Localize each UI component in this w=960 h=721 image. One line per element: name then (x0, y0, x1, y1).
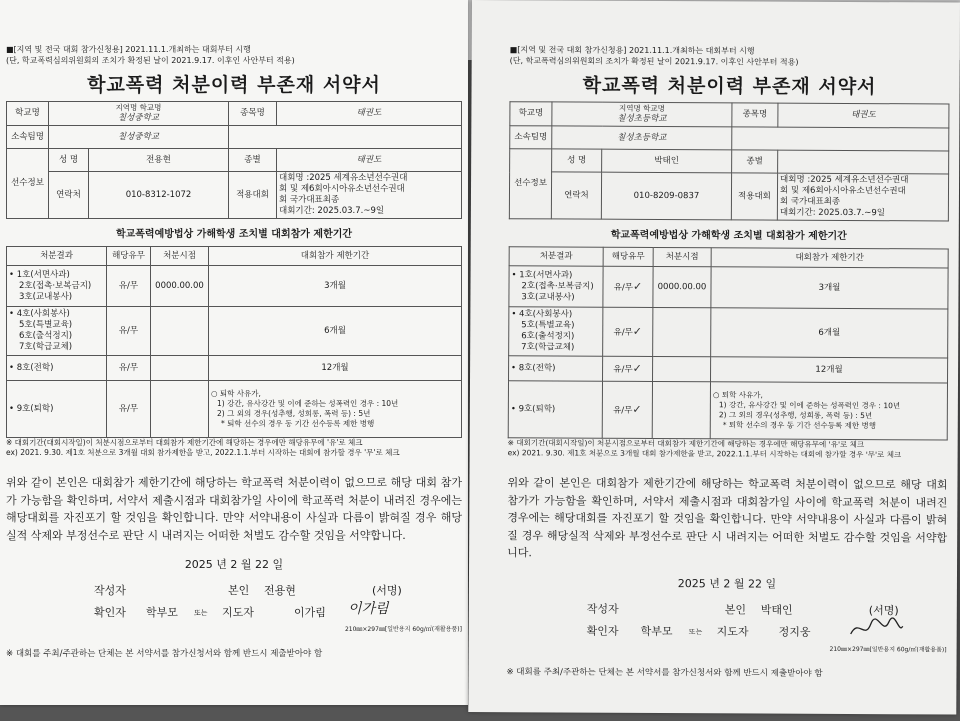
label-name: 성 명 (552, 149, 602, 172)
competition-line: 회 및 제6회아시아유소년선수권대 (779, 185, 906, 197)
label-school: 학교명 (7, 102, 49, 126)
school-typed: 지역명 학교명 (618, 103, 665, 114)
row-date (652, 381, 710, 438)
writer-label: 작성자 (586, 602, 619, 616)
row-date (653, 356, 711, 381)
disciplinary-table (6, 246, 462, 438)
parent-label: 학부모 (146, 606, 178, 619)
label-team: 소속팀명 (510, 126, 552, 149)
note-line-1: ■[지역 및 전국 대회 참가신청용] 2021.11.1.개최하는 대회부터 시행 (509, 45, 755, 56)
document-title: 학교폭력 처분이력 부존재 서약서 (582, 74, 877, 99)
team-value: 칠성초등학교 (552, 126, 732, 150)
col-applicable: 해당유무 (603, 247, 653, 266)
coach-label: 지도자 (222, 606, 254, 619)
pledge-sheet-right (468, 0, 960, 715)
label-player-info: 선수정보 (7, 149, 49, 219)
row-yn: 유/무 (107, 356, 151, 381)
measure-item: 3호(교내봉사) (19, 291, 73, 302)
confirmer-row (6, 602, 462, 624)
player-info-table (509, 101, 950, 221)
parent-label: 학부모 (640, 624, 673, 638)
label-gender: 종별 (229, 149, 277, 172)
row-period: 3개월 (711, 267, 948, 309)
note-line-2: (단, 학교폭력심의위원회의 조치가 확정된 날이 2021.9.17. 이후인 사안부터 적용) (509, 56, 799, 67)
disciplinary-table (508, 246, 949, 440)
gender-value: 태권도 (277, 149, 462, 172)
competition-line: 대회기간: 2025.03.7.~9일 (779, 207, 886, 219)
measure-item: • 4호(사회봉사) (9, 309, 70, 319)
confirmer-label: 확인자 (586, 624, 619, 638)
school-cell (49, 102, 229, 126)
row-date (151, 381, 209, 438)
expulsion-line: ○ 퇴학 사유가, (211, 389, 261, 398)
paper-spec: 210㎜×297㎜[일반용지 60g/㎡(재활용품)] (829, 645, 947, 653)
measure-item: • 8호(전학) (9, 362, 54, 373)
sign-label: (서명) (372, 584, 402, 597)
row-date (653, 307, 711, 356)
measure-item: • 4호(사회봉사) (511, 309, 573, 320)
row-period: 6개월 (209, 307, 462, 356)
measure-item: • 9호(퇴학) (510, 403, 556, 414)
measure-item: 7호(학급교체) (521, 342, 575, 353)
or-label: 또는 (688, 627, 703, 636)
table-note-2: ex) 2021. 9.30. 제1호 처분으로 3개월 대회 참가제한을 받고, 2022.1.1.부터 시작하는 대회에 참가할 경우 '무'로 체크 (6, 448, 400, 457)
competition-value (277, 172, 462, 219)
coach-name: 이가림 (294, 606, 326, 619)
competition-value (777, 173, 948, 221)
event-value: 태권도 (277, 102, 462, 126)
col-date: 처분시점 (151, 247, 209, 266)
check-mark: ✓ (632, 361, 642, 375)
label-gender: 종별 (732, 150, 778, 173)
competition-line: 대회명 :2025 세계유소년선수권대 (780, 174, 909, 186)
name-value: 전용현 (89, 149, 229, 172)
table-note-1: ※ 대회기간(대회시작일)이 처분시점으로부터 대회참가 제한기간에 해당하는 경우에만 해당유무에 '유'로 체크 (507, 438, 865, 450)
school-typed: 지역명 학교명 (115, 103, 162, 112)
coach-signature-scribble (847, 613, 907, 641)
row-date: 0000.00.00 (653, 266, 711, 307)
coach-name: 정지웅 (778, 625, 811, 639)
self-label: 본인 (228, 584, 250, 597)
school-cell (552, 102, 732, 127)
row-result (7, 356, 107, 381)
writer-label: 작성자 (94, 584, 126, 597)
yn-text: 유/무 (613, 327, 633, 338)
row-period-expulsion (710, 382, 947, 440)
section-title: 학교폭력예방법상 가해학생 조치별 대회참가 제한기간 (610, 229, 847, 242)
document-title: 학교폭력 처분이력 부존재 서약서 (87, 74, 381, 96)
competition-line: 대회명 :2025 세계유소년선수권대 (279, 173, 408, 183)
sign-label: (서명) (868, 603, 899, 617)
contact-value: 010-8312-1072 (89, 172, 229, 219)
expulsion-line: * 퇴학 선수의 경우 동 기간 선수등록 제한 병행 (221, 419, 375, 428)
label-event: 종목명 (229, 102, 277, 126)
label-name: 성 명 (49, 149, 89, 172)
row-yn: 유/무 (107, 381, 151, 438)
row-result (509, 266, 603, 307)
row-result (509, 356, 603, 381)
self-label: 본인 (724, 602, 747, 616)
check-mark: ✓ (633, 279, 643, 293)
footer-note: ※ 대회를 주최/주관하는 단체는 본 서약서를 참가신청서와 함께 반드시 제출받아야 함 (6, 649, 323, 659)
measure-item: 5호(특별교육) (521, 320, 575, 331)
note-line-2: (단, 학교폭력심의위원회의 조치가 확정된 날이 2021.9.17. 이후인 사안부터 적용) (6, 56, 295, 65)
col-date: 처분시점 (653, 247, 711, 266)
row-period: 12개월 (711, 357, 948, 383)
school-value: 칠성초등학교 (617, 113, 667, 125)
expulsion-line: 2) 그 외의 경우(성추행, 성희롱, 폭력 등) : 5년 (718, 410, 873, 421)
row-yn (603, 266, 653, 307)
competition-line: 회 및 제6회아시아유소년선수권대 (279, 184, 405, 194)
measure-item: 5호(특별교육) (19, 320, 73, 330)
label-contact: 연락처 (49, 172, 89, 219)
competition-line: 회 국가대표최종 (279, 195, 340, 205)
name-value: 박태인 (602, 149, 732, 173)
row-result (509, 307, 603, 356)
player-info-table (6, 101, 462, 219)
check-mark: ✓ (632, 324, 643, 338)
row-result (7, 307, 107, 356)
measure-item: • 8호(전학) (511, 362, 556, 373)
pledge-date: 2025 년 2 월 22 일 (184, 558, 284, 571)
row-period-expulsion (209, 381, 462, 438)
row-yn: 유/무 (107, 266, 151, 307)
or-label: 또는 (194, 609, 208, 617)
measure-item: 3호(교내봉사) (521, 291, 575, 303)
measure-item: • 1호(서면사과) (511, 269, 573, 281)
section-title: 학교폭력예방법상 가해학생 조치별 대회참가 제한기간 (115, 229, 353, 240)
yn-text: 유/무 (613, 282, 634, 293)
event-value: 태권도 (778, 103, 949, 128)
measure-item: 2호(접촉·보복금지) (19, 280, 92, 291)
competition-line: 대회기간: 2025.03.7.~9일 (279, 206, 385, 216)
yn-text: 유/무 (613, 405, 633, 416)
row-period: 12개월 (209, 356, 462, 381)
measure-item: 6호(출석정지) (19, 331, 73, 341)
label-event: 종목명 (732, 103, 778, 127)
label-competition: 적용대회 (731, 173, 777, 220)
check-mark: ✓ (632, 402, 642, 416)
coach-signature: 이가림 (348, 601, 389, 617)
row-date: 0000.00.00 (151, 266, 209, 307)
signature-block (6, 580, 462, 624)
yn-text: 유/무 (613, 364, 633, 375)
row-result (7, 381, 107, 438)
table-note-2: ex) 2021. 9.30. 제1호 처분으로 3개월 대회 참가제한을 받고, 2022.1.1.부터 시작하는 대회에 참가할 경우 '무'로 체크 (507, 448, 902, 460)
row-period: 3개월 (209, 266, 462, 307)
row-yn (603, 356, 653, 381)
row-yn: 유/무 (107, 307, 151, 356)
expulsion-line: 2) 그 외의 경우(성추행, 성희롱, 폭력 등) : 5년 (217, 409, 371, 418)
label-competition: 적용대회 (229, 172, 277, 219)
signature-block (507, 598, 947, 644)
row-date (151, 307, 209, 356)
confirmer-row (507, 620, 947, 644)
measure-item: 2호(접촉·보복금지) (521, 280, 594, 292)
gender-value (778, 150, 949, 174)
row-period: 6개월 (711, 308, 948, 358)
row-yn (603, 307, 653, 356)
pledge-sheet-left (0, 0, 468, 705)
team-value: 칠성중학교 (49, 126, 229, 149)
col-result: 처분결과 (7, 247, 107, 266)
pledge-body: 위와 같이 본인은 대회참가 제한기간에 해당하는 학교폭력 처분이력이 없으므로 해당 대회 참가가 가능함을 확인하며, 서약서 제출시점과 대회참가일 사이에 학교폭력 처분이 내려진 경우에는 해당대회를 자진포기 할 것임을 확인합니다. 만약 서약내용이 사실과 다름이 밝혀질 경우 해당실적 삭제와 부정선수로 판단 시 내려지는 어떠한 처벌도 감수할 것임을 서약합니다. (507, 476, 948, 560)
coach-label: 지도자 (716, 624, 749, 638)
label-contact: 연락처 (551, 172, 601, 219)
col-result: 처분결과 (509, 247, 603, 266)
expulsion-line: 1) 강간, 유사강간 및 이에 준하는 성폭력인 경우 : 10년 (718, 400, 901, 411)
row-result (7, 266, 107, 307)
contact-value: 010-8209-0837 (601, 172, 731, 220)
table-note-1: ※ 대회기간(대회시작일)이 처분시점으로부터 대회참가 제한기간에 해당하는 경우에만 해당유무에 '유'로 체크 (6, 438, 363, 447)
competition-line: 회 국가대표최종 (779, 196, 841, 207)
label-team: 소속팀명 (7, 126, 49, 149)
expulsion-line: ○ 퇴학 사유가, (712, 390, 763, 400)
note-line-1: ■[지역 및 전국 대회 참가신청용] 2021.11.1.개최하는 대회부터 시행 (6, 45, 251, 54)
label-player-info: 선수정보 (509, 149, 551, 219)
measure-item: • 1호(서면사과) (9, 269, 70, 280)
measure-item: 6호(출석정지) (521, 331, 575, 342)
pledge-date: 2025 년 2 월 22 일 (677, 576, 777, 591)
measure-item: 7호(학급교체) (19, 342, 73, 352)
writer-row (6, 580, 462, 602)
col-period: 대회참가 제한기간 (711, 248, 948, 268)
expulsion-line: 1) 강간, 유사강간 및 이에 준하는 성폭력인 경우 : 10년 (217, 399, 399, 408)
row-result (508, 381, 602, 438)
expulsion-line: * 퇴학 선수의 경우 동 기간 선수등록 제한 병행 (722, 420, 877, 431)
row-yn (602, 381, 652, 438)
writer-name: 전용현 (264, 584, 296, 597)
paper-spec: 210㎜×297㎜[일반용지 60g/㎡(재활용품)] (344, 626, 462, 633)
col-period: 대회참가 제한기간 (209, 247, 462, 266)
school-value: 칠성중학교 (117, 113, 160, 123)
writer-name: 박태인 (760, 603, 793, 617)
label-school: 학교명 (510, 102, 552, 126)
col-applicable: 해당유무 (107, 247, 151, 266)
footer-note: ※ 대회를 주최/주관하는 단체는 본 서약서를 참가신청서와 함께 반드시 제출받아야 함 (506, 666, 823, 679)
pledge-body: 위와 같이 본인은 대회참가 제한기간에 해당하는 학교폭력 처분이력이 없으므로 해당 대회 참가가 가능함을 확인하며, 서약서 제출시점과 대회참가일 사이에 학교폭력 처분이 내려진 경우에는 해당대회를 자진포기 할 것임을 확인합니다. 만약 서약내용이 사실과 다름이 밝혀질 경우 해당실적 삭제와 부정선수로 판단 시 내려지는 어떠한 처벌도 감수할 것임을 서약합니다. (6, 476, 462, 542)
blank-cell (732, 127, 949, 151)
row-date (151, 356, 209, 381)
measure-item: • 9호(퇴학) (9, 403, 54, 414)
blank-cell (229, 126, 462, 149)
confirmer-label: 확인자 (94, 606, 126, 619)
